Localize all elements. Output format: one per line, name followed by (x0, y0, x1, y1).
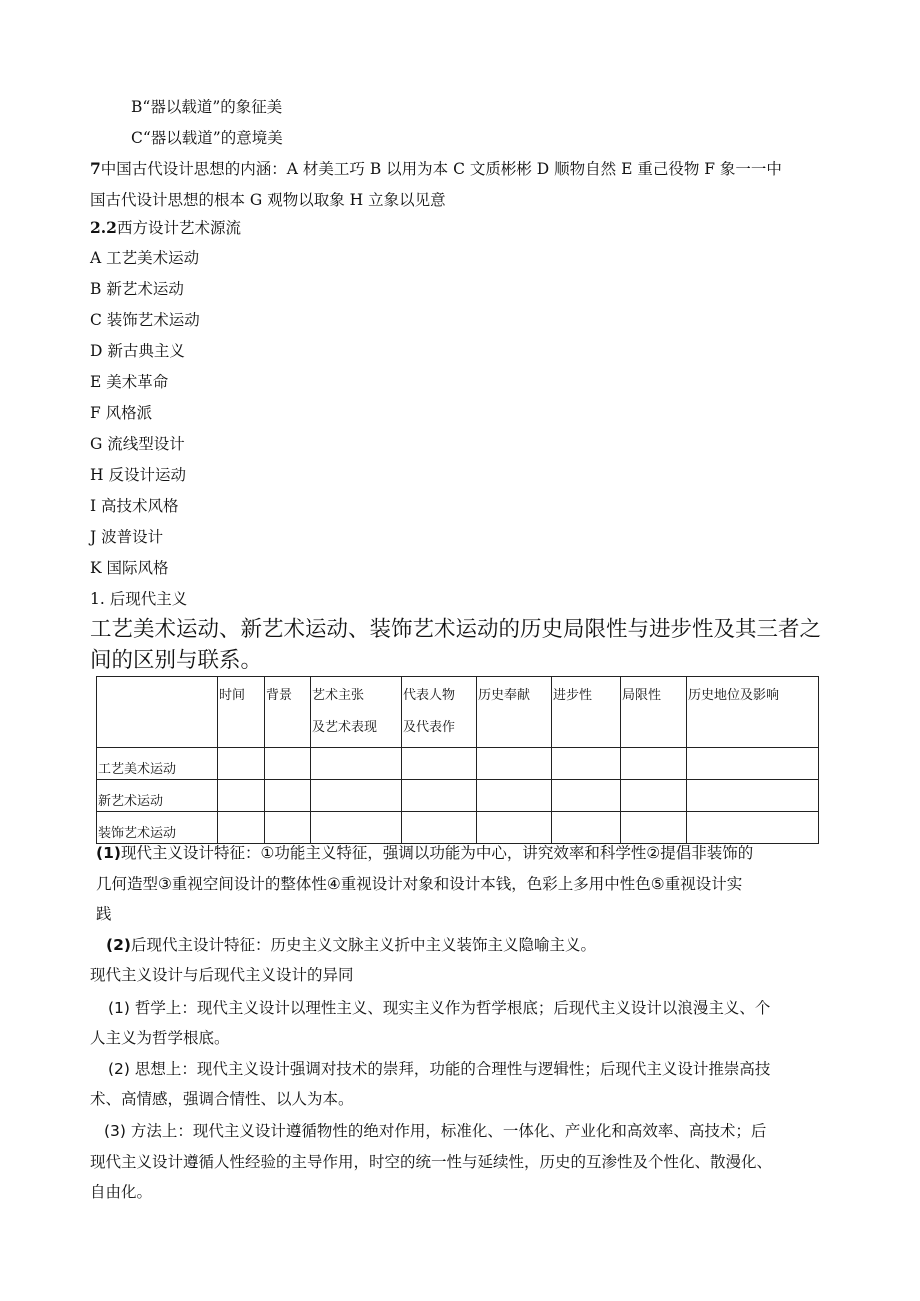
list-item: D 新古典主义 (90, 342, 185, 360)
comparison-table (96, 676, 819, 844)
table-header-cell: 历史奉献 (477, 677, 552, 748)
method-line3: 自由化。 (90, 1183, 153, 1201)
item-7-line2: 国古代设计思想的根本 G 观物以取象 H 立象以见意 (90, 191, 446, 209)
method-line1: (3) 方法上：现代主义设计遵循物性的绝对作用，标准化、一体化、产业化和高效率、高技术；后 (104, 1122, 767, 1140)
table-row (97, 812, 819, 844)
table-row (97, 780, 819, 812)
table-header-cell: 时间 (218, 677, 265, 748)
list-item: G 流线型设计 (90, 435, 185, 453)
modernism-features-line2: 几何造型③重视空间设计的整体性④重视设计对象和设计本钱，色彩上多用中性色⑤重视设计实 (96, 875, 743, 893)
question-heading-line2: 间的区别与联系。 (90, 648, 263, 673)
table-row (97, 748, 819, 780)
table-header-cell: 进步性 (552, 677, 621, 748)
postmodernism-features (106, 935, 596, 955)
item-number: 7 (90, 159, 101, 178)
section-number: 2.2 (90, 218, 117, 237)
table-header-cell: 代表人物 及代表作 (402, 677, 477, 748)
table-header-cell: 局限性 (621, 677, 687, 748)
point-number: (1) (96, 844, 121, 862)
question-heading-line1: 工艺美术运动、新艺术运动、装饰艺术运动的历史局限性与进步性及其三者之 (90, 617, 822, 642)
method-line2: 现代主义设计遵循人性经验的主导作用，时空的统一性与延续性，历史的互渗性及个性化、散漫化、 (90, 1153, 773, 1171)
row-label: 工艺美术运动 (97, 748, 218, 780)
section-title: 西方设计艺术源流 (116, 219, 241, 237)
option-c: C“器以载道”的意境美 (131, 129, 283, 147)
list-item: J 波普设计 (90, 528, 164, 546)
table-header-row (97, 677, 819, 748)
option-b: B“器以载道”的象征美 (131, 98, 283, 116)
list-item: K 国际风格 (90, 559, 169, 577)
thought-line2: 术、高情感，强调合情性、以人为本。 (90, 1090, 354, 1108)
row-label: 新艺术运动 (97, 780, 218, 812)
table-header-cell: 艺术主张 及艺术表现 (311, 677, 402, 748)
list-item: H 反设计运动 (90, 466, 186, 484)
row-label: 装饰艺术运动 (97, 812, 218, 844)
list-item: E 美术革命 (90, 373, 169, 391)
item-text: 中国古代设计思想的内涵：A 材美工巧 B 以用为本 C 文质彬彬 D 顺物自然 E 重己役物 F 象一一中 (100, 160, 782, 178)
item-7-line1 (90, 159, 782, 179)
modernism-features-line1 (96, 843, 753, 863)
list-item: B 新艺术运动 (90, 280, 184, 298)
point-text: 后现代主设计特征：历史主义文脉主义折中主义装饰主义隐喻主义。 (130, 936, 596, 954)
list-item: I 高技术风格 (90, 497, 179, 515)
philosophy-line1: (1) 哲学上：现代主义设计以理性主义、现实主义作为哲学根底；后现代主义设计以浪漫主义、个 (108, 999, 771, 1017)
list-item: A 工艺美术运动 (90, 249, 200, 267)
list-item: F 风格派 (90, 404, 153, 422)
table-header-cell: 背景 (265, 677, 311, 748)
modernism-features-line3: 践 (96, 905, 112, 923)
thought-line1: (2) 思想上：现代主义设计强调对技术的崇拜，功能的合理性与逻辑性；后现代主义设计推崇高技 (108, 1060, 771, 1078)
comparison-title: 现代主义设计与后现代主义设计的异同 (90, 966, 354, 984)
table-header-cell: 历史地位及影响 (687, 677, 819, 748)
point-number: (2) (106, 936, 131, 954)
philosophy-line2: 人主义为哲学根底。 (90, 1029, 230, 1047)
list-item: 1. 后现代主义 (90, 590, 188, 608)
section-heading (90, 218, 241, 238)
list-item: C 装饰艺术运动 (90, 311, 200, 329)
table-header-cell (97, 677, 218, 748)
point-text: 现代主义设计特征：①功能主义特征，强调以功能为中心，讲究效率和科学性②提倡非装饰的 (120, 844, 754, 862)
